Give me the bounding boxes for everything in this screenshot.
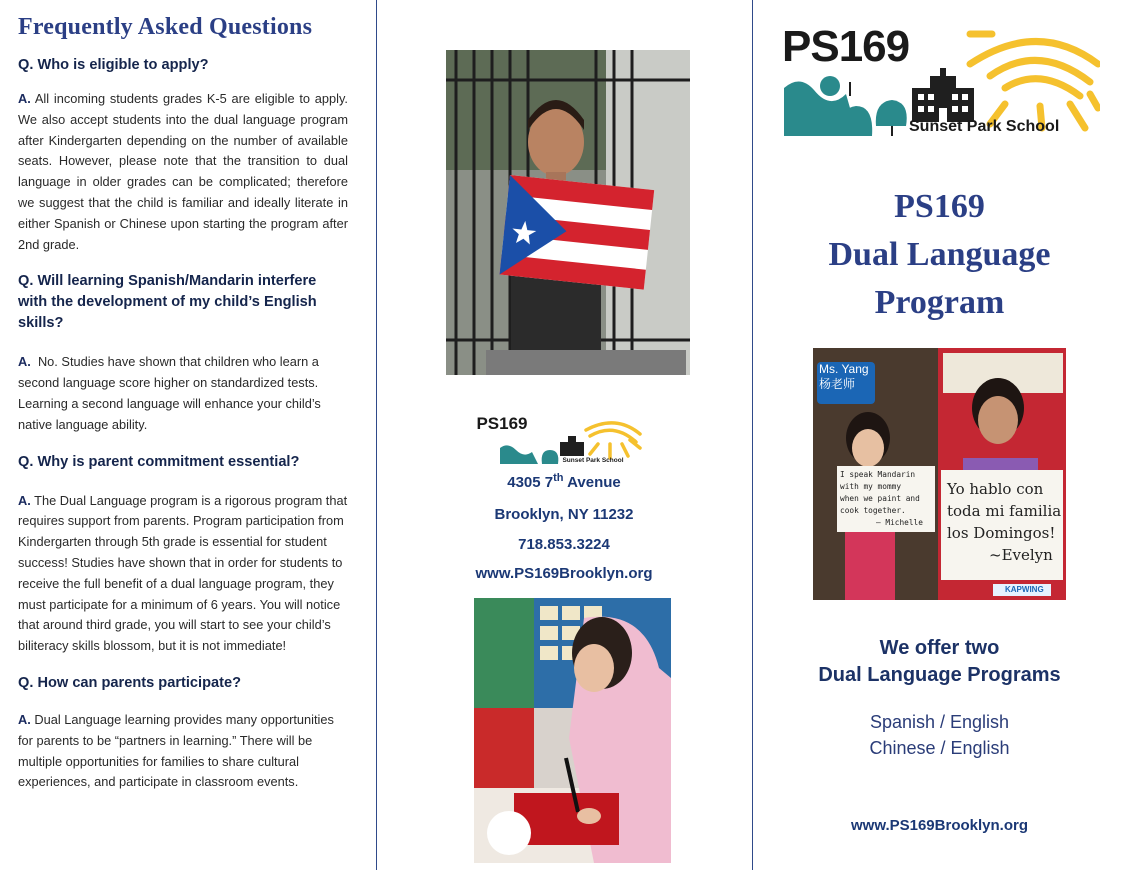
offer-line1: We offer two [879, 637, 1000, 659]
sign-mandarin: I speak Mandarin with my mommy when we paint and cook together. – Michelle [840, 470, 923, 527]
faq-question-1: Q. Who is eligible to apply? [18, 57, 209, 73]
faq-answer-2: A. No. Studies have shown that children who learn a second language score higher on standardized tests. Learning a second language will enhance your child’s native language ability. [18, 354, 321, 432]
program-spanish-english: Spanish / English [869, 712, 1010, 732]
faq-panel [0, 0, 376, 870]
program-chinese-english: Chinese / English [869, 738, 1010, 758]
program-title-line2: Dual Language [828, 236, 1051, 273]
faq-question-3: Q. Why is parent commitment essential? [18, 453, 300, 470]
address-street: 4305 7th Avenue [507, 472, 621, 491]
website-link-middle[interactable]: www.PS169Brooklyn.org [475, 565, 653, 582]
contact-panel [376, 0, 752, 870]
faq-answer-4: A. Dual Language learning provides many opportunities for parents to be “partners in learning.” There will be multiple opportunities for families to share cultural experiences, and participate in classroom events. [18, 711, 334, 790]
logo-small-subtitle: Sunset Park School [562, 457, 624, 464]
photo-students-with-signs [813, 348, 1066, 600]
faq-question-4: Q. How can parents participate? [18, 674, 242, 691]
logo-large-name: PS169 [782, 22, 910, 71]
faq-answer-1: A. All incoming students grades K-5 are eligible to apply. We also accept students into the dual language program after Kindergarten depending on the number of available seats. However, please note that the transition to dual language in older grades can be complicated; therefore we suggest that the child is familiar and ideally literate in either Spanish or Chinese upon starting the program after 2nd grade. [18, 91, 348, 252]
website-link-cover[interactable]: www.PS169Brooklyn.org [851, 817, 1028, 834]
photo-watermark: KAPWING [1005, 585, 1044, 594]
offer-line2: Dual Language Programs [818, 664, 1061, 686]
program-title-line1: PS169 [894, 188, 985, 225]
teacher-sign: Ms. Yang 杨老师 [819, 362, 869, 391]
address-city: Brooklyn, NY 11232 [494, 506, 634, 523]
faq-question-2: Q. Will learning Spanish/Mandarin interfere with the development of my child’s English skills? [18, 273, 317, 332]
phone-number: 718.853.3224 [518, 536, 610, 553]
cover-panel [752, 0, 1127, 870]
photo-girl-painting [474, 598, 671, 863]
program-title-line3: Program [874, 284, 1005, 321]
photo-boy-with-flag [446, 50, 690, 375]
logo-large-subtitle: Sunset Park School [909, 118, 1060, 135]
faq-answer-3: A. The Dual Language program is a rigorous program that requires support from parents. Program participation from Kindergarten through 5th grade is essential for student success! Studies have shown that in order for students to receive the full benefit of a dual language program, they must participate for a minimum of 6 years. You will notice that around third grade, you will start to see your child’s biliteracy skills blossom, but it is not immediate! [18, 492, 348, 654]
sign-spanish: Yo hablo con toda mi familia los Domingos! ~Evelyn [947, 480, 1062, 564]
logo-small-name: PS169 [476, 414, 528, 433]
faq-title: Frequently Asked Questions [18, 14, 313, 40]
